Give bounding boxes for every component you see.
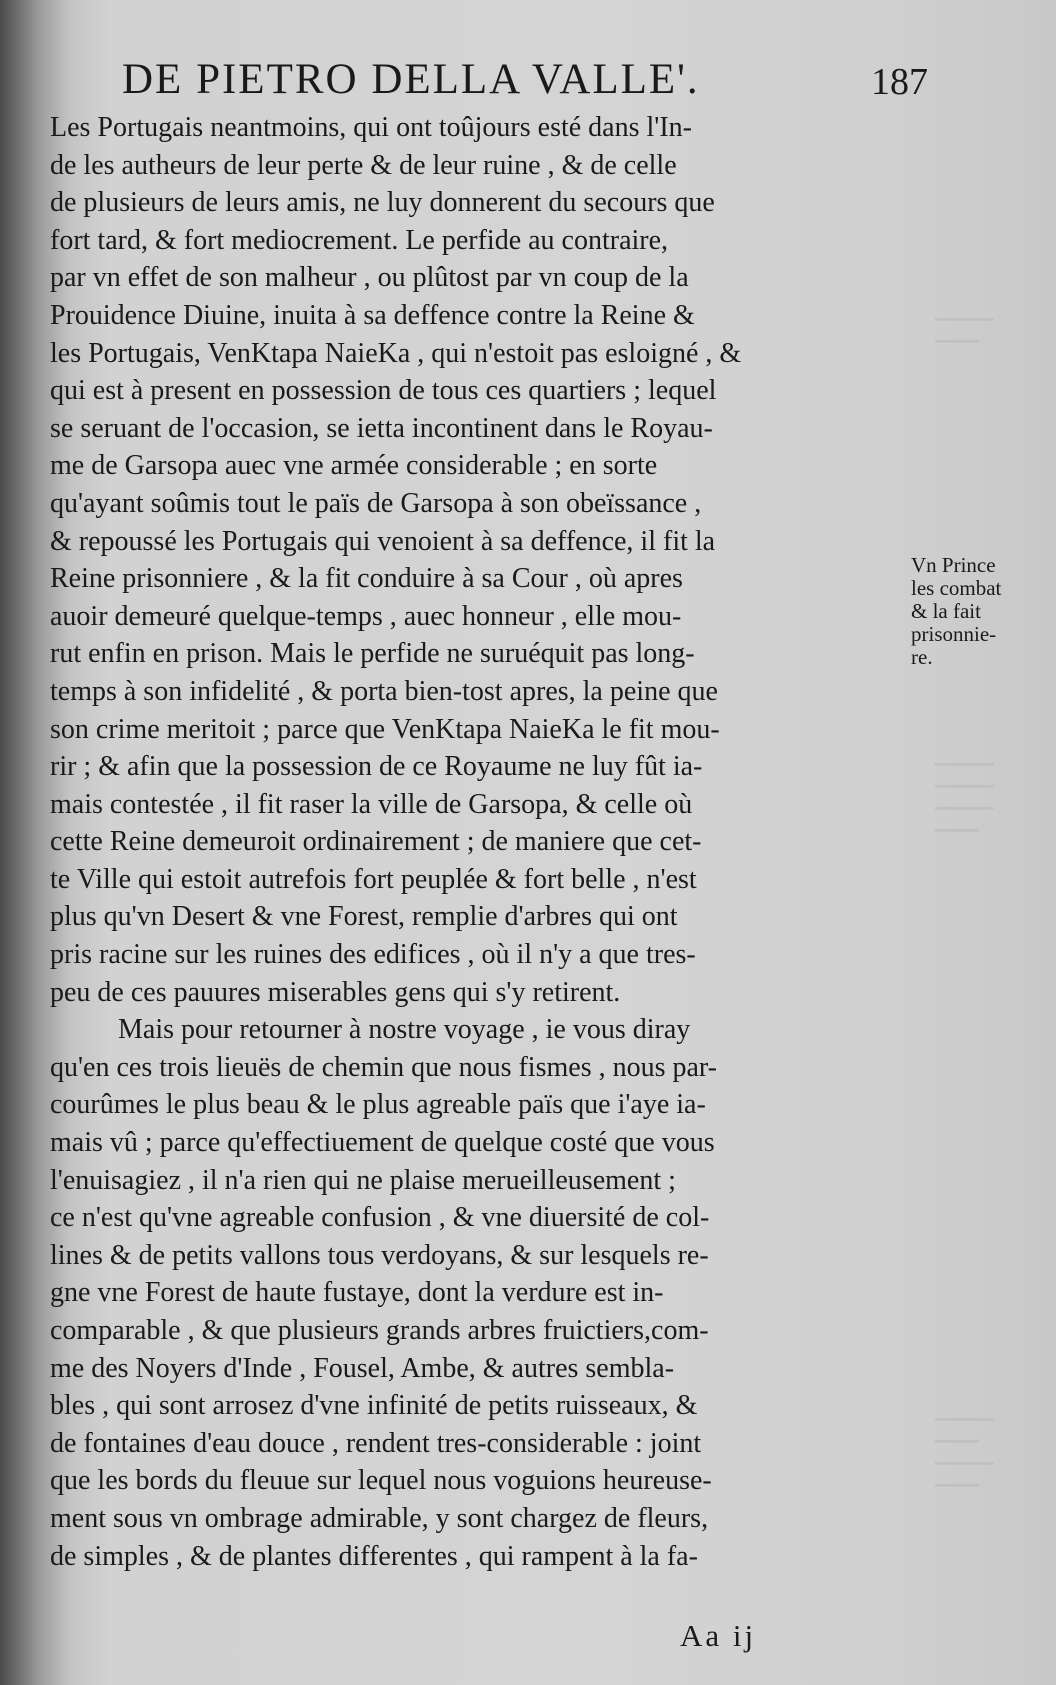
text-line: & repoussé les Portugais qui venoient à sa deffence, il fit la <box>50 525 716 557</box>
marginal-note-line: prisonnie- <box>911 622 997 646</box>
text-line: Les Portugais neantmoins, qui ont toûjours esté dans l'In- <box>50 112 692 143</box>
text-line: son crime meritoit ; parce que VenKtapa NaieKa le fit mou- <box>50 713 720 745</box>
text-line: rut enfin en prison. Mais le perfide ne suruéquit pas long- <box>50 638 695 670</box>
text-line: Reine prisonniere , & la fit conduire à sa Cour , où apres <box>50 563 683 595</box>
text-line: me de Garsopa auec vne armée considerable ; en sorte <box>50 450 658 482</box>
text-line: cette Reine demeuroit ordinairement ; de maniere que cet- <box>50 826 702 858</box>
signature-mark: Aa ij <box>680 1618 757 1653</box>
text-line: de fontaines d'eau douce , rendent tres-considerable : joint <box>50 1427 702 1459</box>
text-line: Prouidence Diuine, inuita à sa deffence contre la Reine & <box>50 299 695 331</box>
show-through-text: ▁▁▁▁ ▁▁▁▁ ▁▁▁▁ ▁▁▁ <box>935 745 994 832</box>
paragraph-first-line: Mais pour retourner à nostre voyage , ie vous diray <box>118 1014 691 1046</box>
text-line: plus qu'vn Desert & vne Forest, remplie d'arbres qui ont <box>50 901 678 933</box>
page-number: 187 <box>871 61 928 103</box>
show-through-text: ▁▁▁▁ ▁▁▁ ▁▁▁▁ ▁▁▁ <box>935 1400 994 1487</box>
marginal-note-line: & la fait <box>911 599 981 623</box>
marginal-note-line: re. <box>911 645 933 669</box>
text-line: par vn effet de son malheur , ou plûtost par vn coup de la <box>50 262 689 294</box>
text-line: courûmes le plus beau & le plus agreable païs que i'aye ia- <box>50 1089 706 1121</box>
text-line: pris racine sur les ruines des edifices , où il n'y a que tres- <box>50 939 696 971</box>
text-line: temps à son infidelité , & porta bien-tost apres, la peine que <box>50 675 718 707</box>
text-line: auoir demeuré quelque-temps , auec honneur , elle mou- <box>50 600 682 632</box>
text-line: de simples , & de plantes differentes , qui rampent à la fa- <box>50 1540 698 1572</box>
text-line: rir ; & afin que la possession de ce Royaume ne luy fût ia- <box>50 751 703 783</box>
text-line: de plusieurs de leurs amis, ne luy donnerent du secours que <box>50 187 715 219</box>
text-line: se seruant de l'occasion, se ietta incontinent dans le Royau- <box>50 412 713 444</box>
text-line: me des Noyers d'Inde , Fousel, Ambe, & autres sembla- <box>50 1352 675 1384</box>
text-line: de les autheurs de leur perte & de leur ruine , & de celle <box>50 149 677 181</box>
text-line: qu'ayant soûmis tout le païs de Garsopa à son obeïssance , <box>50 487 702 519</box>
text-line: mais contestée , il fit raser la ville de Garsopa, & celle où <box>50 788 693 820</box>
text-line: qu'en ces trois lieuës de chemin que nous fismes , nous par- <box>50 1051 717 1083</box>
text-line: bles , qui sont arrosez d'vne infinité de petits ruisseaux, & <box>50 1390 698 1422</box>
text-line: fort tard, & fort mediocrement. Le perfide au contraire, <box>50 224 669 256</box>
text-line: comparable , & que plusieurs grands arbres fruictiers,com- <box>50 1315 709 1346</box>
running-title: DE PIETRO DELLA VALLE'. <box>122 56 700 103</box>
marginal-note-line: Vn Prince <box>911 553 996 577</box>
text-line: mais vû ; parce qu'effectiuement de quelque costé que vous <box>50 1127 715 1159</box>
main-text-block <box>50 109 905 1575</box>
text-line: que les bords du fleuue sur lequel nous voguions heureuse- <box>50 1465 712 1497</box>
text-line: les Portugais, VenKtapa NaieKa , qui n'estoit pas esloigné , & <box>50 337 742 369</box>
text-line: lines & de petits vallons tous verdoyans, & sur lesquels re- <box>50 1239 709 1271</box>
text-line: gne vne Forest de haute fustaye, dont la verdure est in- <box>50 1277 664 1309</box>
marginal-note-line: les combat <box>911 576 1002 600</box>
text-line: l'enuisagiez , il n'a rien qui ne plaise merueilleusement ; <box>50 1164 676 1196</box>
text-line: te Ville qui estoit autrefois fort peuplée & fort belle , n'est <box>50 863 697 895</box>
text-line: ment sous vn ombrage admirable, y sont chargez de fleurs, <box>50 1502 709 1534</box>
text-line: peu de ces pauures miserables gens qui s'y retirent. <box>50 976 621 1008</box>
marginal-note <box>911 554 1051 669</box>
text-line: qui est à present en possession de tous ces quartiers ; lequel <box>50 375 717 407</box>
show-through-text: ▁▁▁▁ ▁▁▁ <box>935 300 994 343</box>
text-line: ce n'est qu'vne agreable confusion , & vne diuersité de col- <box>50 1202 710 1234</box>
